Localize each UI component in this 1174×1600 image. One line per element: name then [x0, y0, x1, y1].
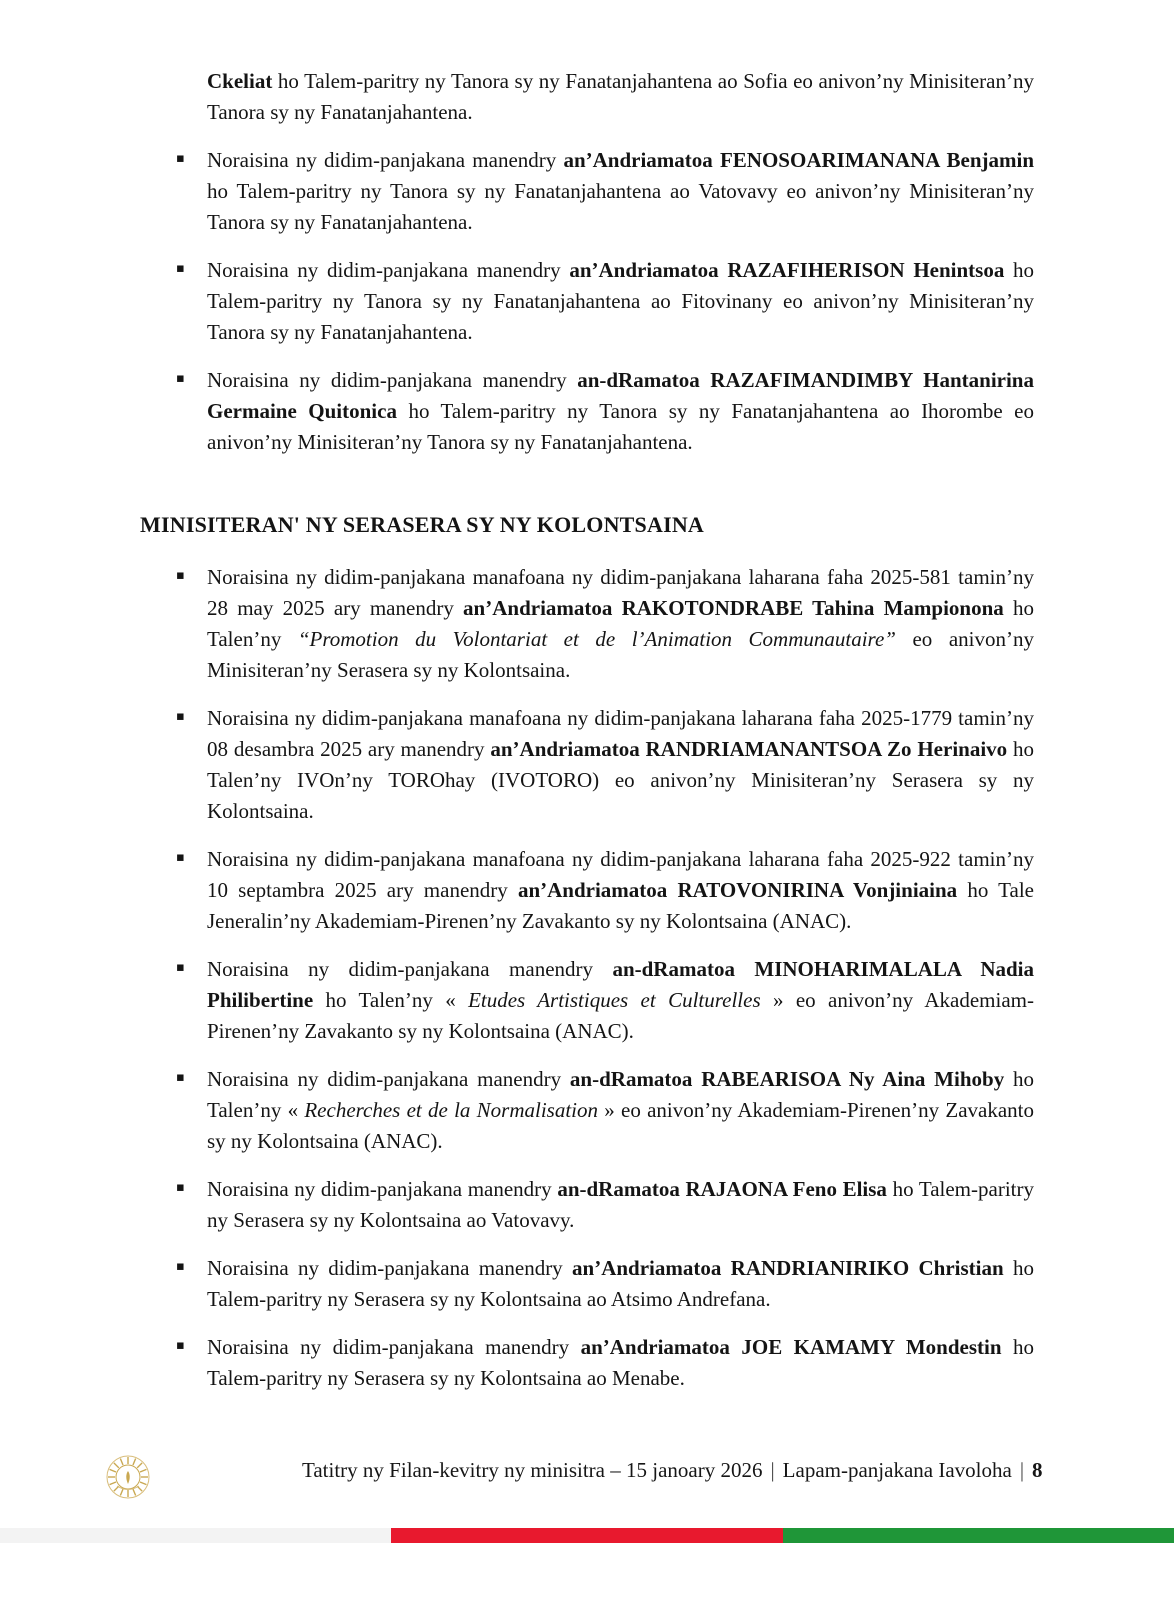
- bullet-marker-icon: ▪: [176, 371, 185, 386]
- bullet-text: [207, 1256, 1034, 1311]
- text-run: an’Andriamatoa RANDRIANIRIKO Christian: [572, 1256, 1004, 1280]
- bullet-item: [140, 562, 1034, 686]
- footer-report-title: Tatitry ny Filan-kevitry ny minisitra – 15 janoary 2026: [302, 1458, 763, 1482]
- bullet-text: [207, 1177, 1034, 1232]
- footer-text: [302, 1458, 1043, 1483]
- text-run: eo anivon’ny Minisiteran’ny Serasera sy ny Kolontsaina.: [207, 627, 1034, 682]
- flag-white-segment: [0, 1528, 391, 1543]
- bullet-item: [140, 1064, 1034, 1157]
- text-run: ho Talen’ny «: [207, 1067, 1035, 1122]
- continuation-paragraph: [140, 66, 1034, 128]
- bullet-text: [207, 847, 1034, 933]
- text-run: an-dRamatoa RAJAONA Feno Elisa: [557, 1177, 887, 1201]
- text-run: Noraisina ny didim-panjakana manafoana ny didim-panjakana laharana faha 2025-1779 tamin’ny 08 desambra 2025 ary manendry: [207, 706, 1034, 761]
- text-run: ho Talem-paritry ny Serasera sy ny Kolontsaina ao Menabe.: [207, 1335, 1034, 1390]
- text-run: ho Talen’ny: [207, 596, 1034, 651]
- text-run: an-dRamatoa RABEARISOA Ny Aina Mihoby: [569, 1067, 1005, 1091]
- text-run: » eo anivon’ny Akademiam-Pirenen’ny Zavakanto sy ny Kolontsaina (ANAC).: [207, 988, 1034, 1043]
- text-run: an’Andriamatoa RATOVONIRINA Vonjiniaina: [517, 878, 958, 902]
- bullet-item: [140, 365, 1034, 458]
- bullet-text: [207, 957, 1034, 1043]
- text-run: Noraisina ny didim-panjakana manendry: [207, 368, 578, 392]
- text-run: Noraisina ny didim-panjakana manendry: [207, 1335, 581, 1359]
- footer: [0, 1448, 1174, 1512]
- text-run: Noraisina ny didim-panjakana manendry: [207, 148, 564, 172]
- footer-separator: |: [770, 1458, 775, 1482]
- page-number: 8: [1032, 1458, 1043, 1482]
- bullet-text: [207, 258, 1034, 344]
- text-run: Noraisina ny didim-panjakana manendry: [207, 1067, 570, 1091]
- bullet-item: [140, 145, 1034, 238]
- bullet-item: [140, 703, 1034, 827]
- bullet-item: [140, 844, 1034, 937]
- text-run: Noraisina ny didim-panjakana manendry: [207, 1256, 573, 1280]
- bullet-marker-icon: ▪: [176, 960, 185, 975]
- text-run: ho Tale Jeneralin’ny Akademiam-Pirenen’ny Zavakanto sy ny Kolontsaina (ANAC).: [207, 878, 1034, 933]
- bullet-marker-icon: ▪: [176, 1259, 185, 1274]
- bullet-text: [207, 1335, 1034, 1390]
- text-run: ho Talem-paritry ny Tanora sy ny Fanatanjahantena ao Ihorombe eo anivon’ny Minisiteran’ny Tanora sy ny Fanatanjahantena.: [207, 399, 1035, 454]
- text-run: Noraisina ny didim-panjakana manendry: [207, 957, 613, 981]
- bullet-item: [140, 954, 1034, 1047]
- bullet-text: [207, 1067, 1034, 1153]
- text-run: ho Talem-paritry ny Tanora sy ny Fanatanjahantena ao Fitovinany eo anivon’ny Minisiteran’ny Tanora sy ny Fanatanjahantena.: [207, 258, 1034, 344]
- text-run: Noraisina ny didim-panjakana manendry: [207, 258, 570, 282]
- footer-location: Lapam-panjakana Iavoloha: [782, 1458, 1012, 1482]
- bullet-marker-icon: ▪: [176, 1070, 185, 1085]
- text-run: Recherches et de la Normalisation: [304, 1098, 599, 1122]
- text-run: Noraisina ny didim-panjakana manafoana ny didim-panjakana laharana faha 2025-581 tamin’ny 28 may 2025 ary manendry: [207, 565, 1034, 620]
- text-run: an’Andriamatoa RANDRIAMANANTSOA Zo Herinaivo: [490, 737, 1008, 761]
- section-serasera-items: [140, 562, 1034, 1394]
- bullet-marker-icon: ▪: [176, 151, 185, 166]
- presidential-seal-icon: [102, 1452, 154, 1506]
- bullet-text: [207, 368, 1034, 454]
- section-heading: MINISITERAN' NY SERASERA SY NY KOLONTSAINA: [140, 512, 705, 537]
- bullet-item: [140, 1253, 1034, 1315]
- footer-separator: |: [1019, 1458, 1025, 1482]
- flag-stripe: [0, 1528, 1174, 1543]
- flag-green-segment: [783, 1528, 1174, 1543]
- bullet-item: [140, 1332, 1034, 1394]
- text-run: Ckeliat: [207, 69, 273, 93]
- bullet-marker-icon: ▪: [176, 261, 185, 276]
- text-run: ho Talem-paritry ny Tanora sy ny Fanatanjahantena ao Sofia eo anivon’ny Minisiteran’ny Tanora sy ny Fanatanjahantena.: [207, 69, 1034, 124]
- bullet-item: [140, 255, 1034, 348]
- bullet-marker-icon: ▪: [176, 1180, 185, 1195]
- document-body: [140, 66, 1034, 1411]
- text-run: an-dRamatoa MINOHARIMALALA Nadia Philibertine: [207, 957, 1034, 1012]
- flag-red-segment: [391, 1528, 782, 1543]
- bullet-marker-icon: ▪: [176, 568, 185, 583]
- bullet-item: [140, 1174, 1034, 1236]
- text-run: an’Andriamatoa FENOSOARIMANANA Benjamin: [563, 148, 1034, 172]
- text-run: an’Andriamatoa RAZAFIHERISON Henintsoa: [569, 258, 1005, 282]
- bullet-text: [207, 706, 1034, 823]
- text-run: Etudes Artistiques et Culturelles: [468, 988, 761, 1012]
- text-run: an-dRamatoa RAZAFIMANDIMBY Hantanirina Germaine Quitonica: [207, 368, 1034, 423]
- text-run: Noraisina ny didim-panjakana manafoana ny didim-panjakana laharana faha 2025-922 tamin’ny 10 septambra 2025 ary manendry: [207, 847, 1034, 902]
- bullet-marker-icon: ▪: [176, 709, 185, 724]
- text-run: an’Andriamatoa RAKOTONDRABE Tahina Mampionona: [463, 596, 1004, 620]
- bullet-text: [207, 148, 1034, 234]
- bullet-text: [207, 565, 1034, 682]
- text-run: » eo anivon’ny Akademiam-Pirenen’ny Zavakanto sy ny Kolontsaina (ANAC).: [207, 1098, 1034, 1153]
- text-run: “Promotion du Volontariat et de l’Animation Communautaire”: [297, 627, 896, 651]
- text-run: an’Andriamatoa JOE KAMAMY Mondestin: [580, 1335, 1002, 1359]
- bullet-marker-icon: ▪: [176, 1338, 185, 1353]
- text-run: ho Talem-paritry ny Serasera sy ny Kolontsaina ao Atsimo Andrefana.: [207, 1256, 1035, 1311]
- text-run: ho Talem-paritry ny Serasera sy ny Kolontsaina ao Vatovavy.: [207, 1177, 1034, 1232]
- bullet-marker-icon: ▪: [176, 850, 185, 865]
- text-run: ho Talen’ny IVOn’ny TOROhay (IVOTORO) eo anivon’ny Minisiteran’ny Serasera sy ny Kolontsaina.: [207, 737, 1034, 823]
- text-run: ho Talem-paritry ny Tanora sy ny Fanatanjahantena ao Vatovavy eo anivon’ny Minisiteran’ny Tanora sy ny Fanatanjahantena.: [207, 179, 1034, 234]
- section-tanora-items: [140, 145, 1034, 458]
- text-run: ho Talen’ny «: [313, 988, 469, 1012]
- text-run: Noraisina ny didim-panjakana manendry: [207, 1177, 558, 1201]
